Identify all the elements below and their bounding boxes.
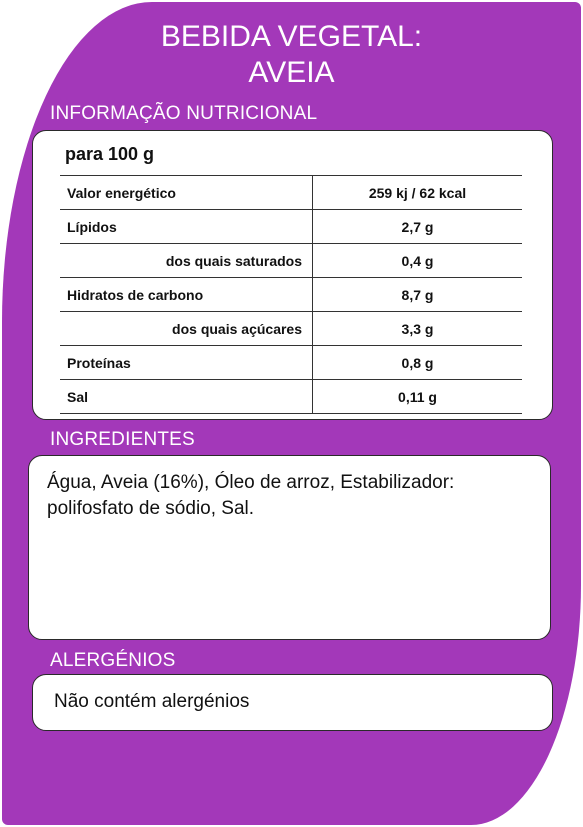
ingredients-section-label: INGREDIENTES [50, 429, 195, 450]
nutrient-value: 0,11 g [313, 380, 523, 414]
table-row [60, 244, 522, 278]
table-row [60, 346, 522, 380]
table-row [60, 312, 522, 346]
nutrient-name: dos quais saturados [60, 244, 313, 278]
ingredients-text: Água, Aveia (16%), Óleo de arroz, Estabilizador: polifosfato de sódio, Sal. [47, 472, 455, 519]
nutrient-value: 2,7 g [313, 210, 523, 244]
nutrient-value: 259 kj / 62 kcal [313, 176, 523, 210]
nutrition-per-label: para 100 g [65, 144, 155, 164]
nutrition-table [60, 175, 522, 414]
nutrient-value: 0,8 g [313, 346, 523, 380]
table-row [60, 278, 522, 312]
table-row [60, 210, 522, 244]
nutrient-name: Sal [60, 380, 313, 414]
nutrient-name: Proteínas [60, 346, 313, 380]
nutrient-value: 8,7 g [313, 278, 523, 312]
nutrient-value: 3,3 g [313, 312, 523, 346]
product-title-line-2: AVEIA [248, 56, 335, 89]
table-row [60, 176, 522, 210]
nutrient-value: 0,4 g [313, 244, 523, 278]
nutrient-name: dos quais açúcares [60, 312, 313, 346]
table-row [60, 380, 522, 414]
nutrient-name: Valor energético [60, 176, 313, 210]
nutrient-name: Lípidos [60, 210, 313, 244]
product-title-line-1: BEBIDA VEGETAL: [160, 20, 423, 53]
allergens-section-label: ALERGÉNIOS [50, 650, 176, 671]
nutrient-name: Hidratos de carbono [60, 278, 313, 312]
allergens-text: Não contém alergénios [54, 691, 250, 712]
nutrition-section-label: INFORMAÇÃO NUTRICIONAL [50, 103, 318, 124]
